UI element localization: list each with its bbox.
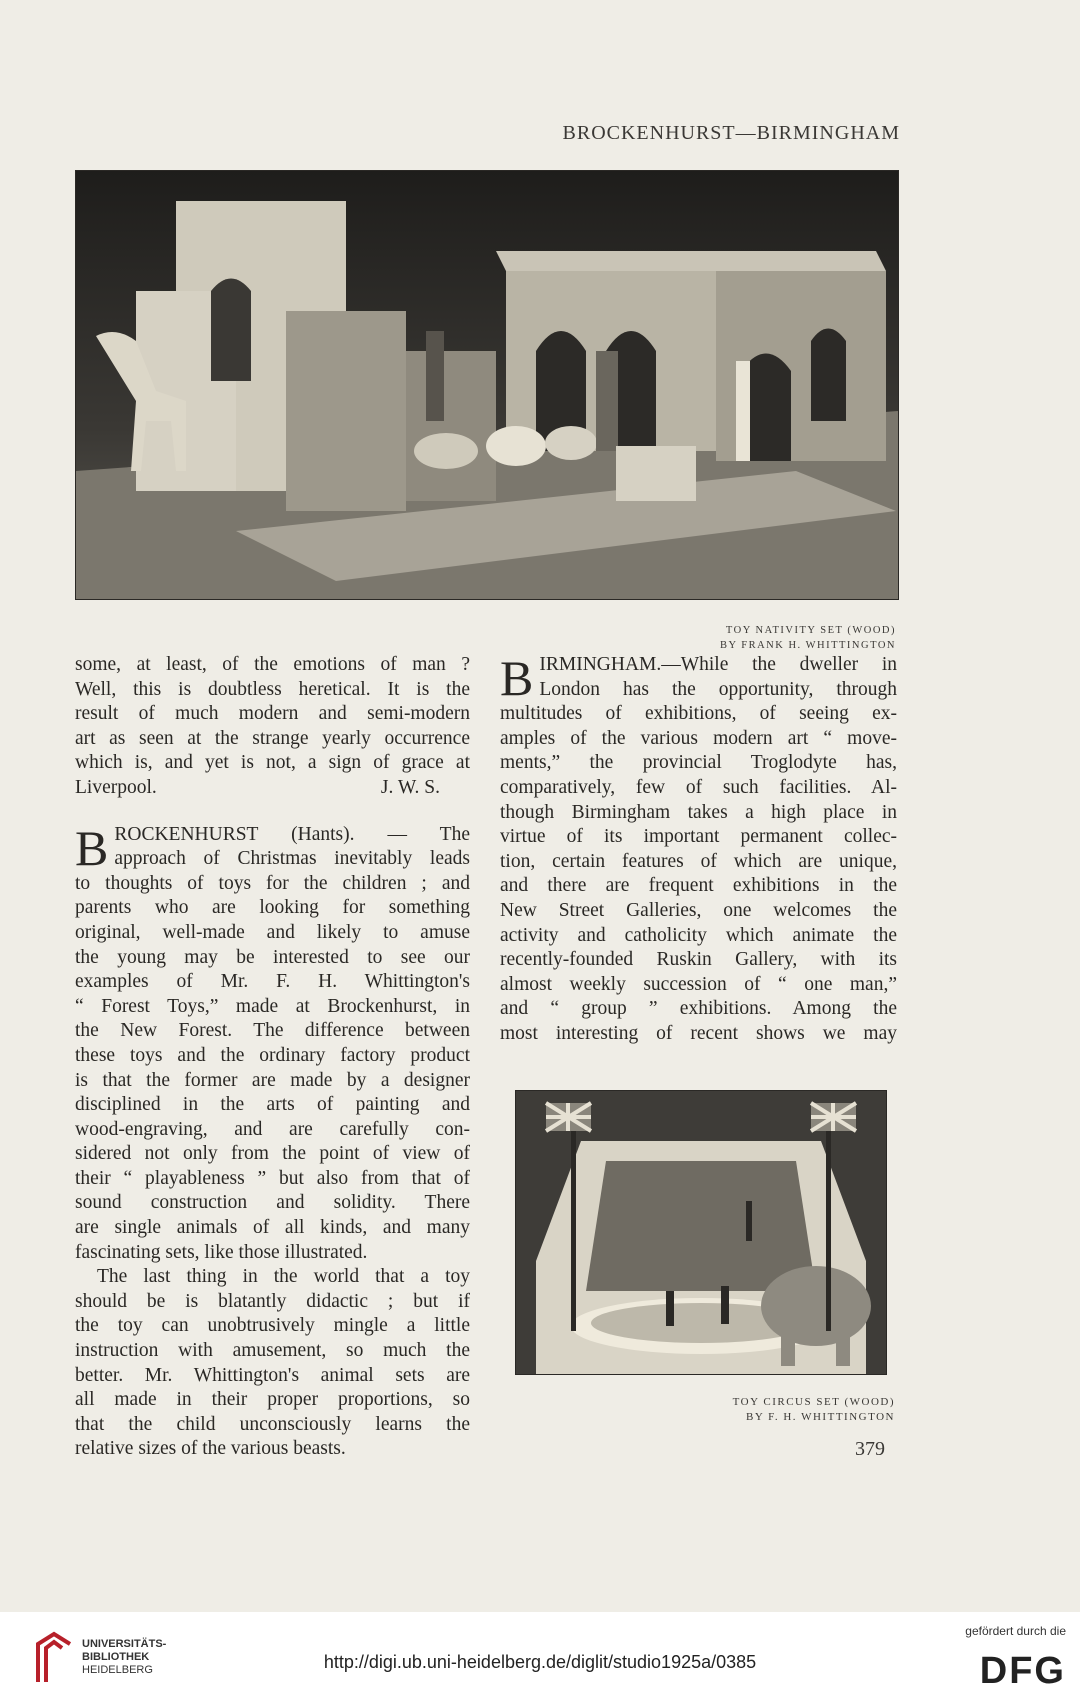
text-line: to thoughts of toys for the children ; and <box>75 872 470 894</box>
text-line: sidered not only from the point of view of <box>75 1143 470 1165</box>
text-line: amples of the various modern art “ move- <box>500 727 897 749</box>
nativity-illustration <box>76 171 898 599</box>
source-url-link[interactable]: http://digi.ub.uni-heidelberg.de/diglit/studio1925a/0385 <box>323 1652 757 1672</box>
nativity-caption-title: TOY NATIVITY SET (WOOD) <box>725 625 896 636</box>
text-line: examples of Mr. F. H. Whittington's <box>75 971 470 993</box>
text-line: IRMINGHAM.—While the dweller in <box>539 654 897 675</box>
text-line: parents who are looking for something <box>75 897 470 919</box>
text-line: fascinating sets, like those illustrated. <box>75 1241 368 1263</box>
text-line: The last thing in the world that a toy <box>97 1266 470 1288</box>
footer <box>0 1612 1080 1705</box>
text-line: the toy can unobtrusively mingle a little <box>75 1315 470 1337</box>
left-column <box>75 653 470 1462</box>
circus-caption-title: TOY CIRCUS SET (WOOD) <box>732 1396 895 1408</box>
library-name-line: UNIVERSITÄTS- <box>82 1638 167 1650</box>
text-line: recently-founded Ruskin Gallery, with its <box>500 949 897 971</box>
drop-cap: B <box>75 819 109 876</box>
text-line: disciplined in the arts of painting and <box>75 1094 470 1116</box>
library-name-line: BIBLIOTHEK <box>82 1651 150 1663</box>
text-line: result of much modern and semi-modern <box>75 703 470 725</box>
text-line: the New Forest. The difference between <box>75 1020 470 1042</box>
text-line: though Birmingham takes a high place in <box>500 801 897 823</box>
text-line: the young may be interested to see our <box>75 946 470 968</box>
text-line: some, at least, of the emotions of man ? <box>75 654 470 675</box>
text-line: art as seen at the strange yearly occurrence <box>75 727 470 749</box>
text-line: and there are frequent exhibitions in the <box>500 875 897 897</box>
circus-photo <box>515 1090 887 1375</box>
running-head: BROCKENHURST—BIRMINGHAM <box>562 122 900 144</box>
text-line: relative sizes of the various beasts. <box>75 1438 346 1460</box>
text-line: and “ group ” exhibitions. Among the <box>500 998 897 1020</box>
text-line: instruction with amusement, so much the <box>75 1340 470 1362</box>
text-line: that the child unconsciously learns the <box>75 1413 470 1435</box>
text-line: all made in their proper proportions, so <box>75 1389 470 1411</box>
text-line: better. Mr. Whittington's animal sets are <box>75 1364 470 1386</box>
text-line: virtue of its important permanent collec- <box>500 826 897 848</box>
text-line: New Street Galleries, one welcomes the <box>500 899 897 921</box>
text-line: multitudes of exhibitions, of seeing ex- <box>500 703 897 725</box>
text-line: wood-engraving, and are carefully con- <box>75 1118 470 1140</box>
text-line: original, well-made and likely to amuse <box>75 921 470 943</box>
text-line: most interesting of recent shows we may <box>500 1022 897 1044</box>
text-line: approach of Christmas inevitably leads <box>114 848 470 870</box>
text-line: Well, this is doubtless heretical. It is the <box>75 678 470 700</box>
signature: J. W. S. <box>380 776 440 798</box>
text-line: these toys and the ordinary factory product <box>75 1044 470 1066</box>
right-column <box>500 650 897 1047</box>
text-line: Liverpool. <box>75 776 157 798</box>
text-line: tion, certain features of which are unique, <box>500 850 897 872</box>
text-line: should be is blatantly didactic ; but if <box>75 1290 470 1312</box>
text-line: “ Forest Toys,” made at Brockenhurst, in <box>75 995 470 1017</box>
page-number: 379 <box>855 1438 885 1460</box>
dfg-logo: DFG <box>979 1650 1066 1692</box>
library-name-line: HEIDELBERG <box>82 1664 153 1676</box>
circus-illustration <box>516 1091 886 1374</box>
circus-caption <box>620 1395 895 1425</box>
nativity-caption-credit: BY FRANK H. WHITTINGTON <box>719 640 896 651</box>
text-line: sound construction and solidity. There <box>75 1192 470 1214</box>
nativity-caption <box>600 623 896 653</box>
circus-caption-credit: BY F. H. WHITTINGTON <box>746 1411 895 1423</box>
text-line: ments,” the provincial Troglodyte has, <box>500 752 897 774</box>
text-line: almost weekly succession of “ one man,” <box>500 973 897 995</box>
text-line: activity and catholicity which animate the <box>500 924 897 946</box>
text-line-signed <box>75 776 470 801</box>
text-line: is that the former are made by a designer <box>75 1069 470 1091</box>
text-line: comparatively, few of such facilities. Al- <box>500 776 897 798</box>
text-line: which is, and yet is not, a sign of grace at <box>75 752 470 774</box>
drop-cap: B <box>500 650 534 706</box>
nativity-photo <box>75 170 899 600</box>
funding-label: gefördert durch die <box>965 1624 1066 1638</box>
text-line: ROCKENHURST (Hants). — The <box>114 823 470 845</box>
text-line: their “ playableness ” but also from that of <box>75 1167 470 1189</box>
text-line: London has the opportunity, through <box>539 678 897 700</box>
text-line: are single animals of all kinds, and many <box>75 1217 470 1239</box>
